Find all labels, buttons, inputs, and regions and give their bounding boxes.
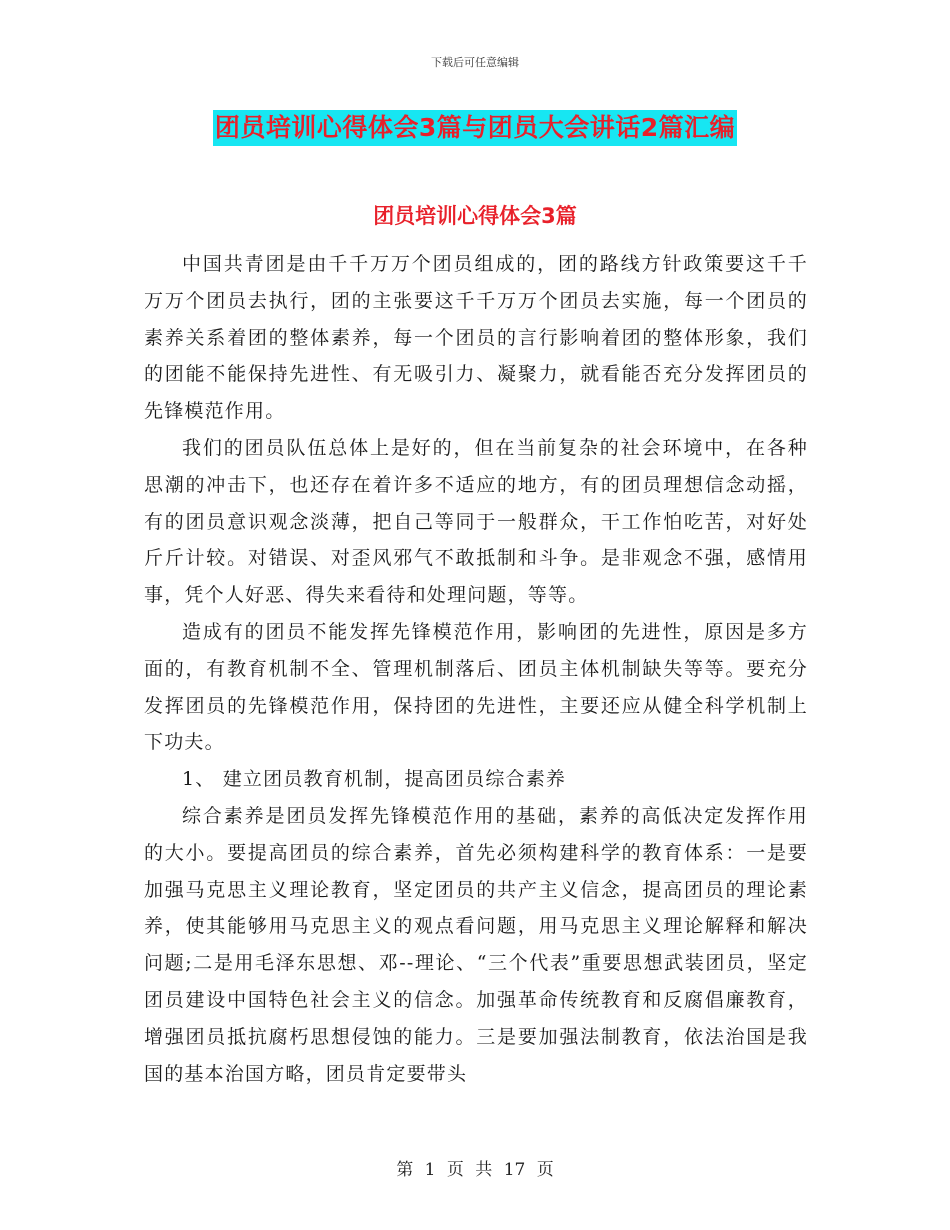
page-header-note: 下载后可任意编辑: [431, 56, 519, 69]
document-body: [144, 246, 808, 1092]
paragraph: 综合素养是团员发挥先锋模范作用的基础，素养的高低决定发挥作用的大小。要提高团员的综合素养，首先必须构建科学的教育体系：一是要加强马克思主义理论教育，坚定团员的共产主义信念，提高团员的理论素养，使其能够用马克思主义的观点看问题，用马克思主义理论解释和解决问题;二是用毛泽东思想、邓--理论、“三个代表”重要思想武装团员，坚定团员建设中国特色社会主义的信念。加强革命传统教育和反腐倡廉教育，增强团员抵抗腐朽思想侵蚀的能力。三是要加强法制教育，依法治国是我国的基本治国方略，团员肯定要带头: [144, 804, 808, 1085]
paragraph: 我们的团员队伍总体上是好的，但在当前复杂的社会环境中，在各种思潮的冲击下，也还存在着许多不适应的地方，有的团员理想信念动摇，有的团员意识观念淡薄，把自己等同于一般群众，干工作怕吃苦，对好处斤斤计较。对错误、对歪风邪气不敢抵制和斗争。是非观念不强，感情用事，凭个人好恶、得失来看待和处理问题，等等。: [144, 436, 808, 607]
paragraph: 中国共青团是由千千万万个团员组成的，团的路线方针政策要这千千万万个团员去执行，团的主张要这千千万万个团员去实施，每一个团员的素养关系着团的整体素养，每一个团员的言行影响着团的整体形象，我们的团能不能保持先进性、有无吸引力、凝聚力，就看能否充分发挥团员的先锋模范作用。: [144, 253, 808, 423]
section-title: 团员培训心得体会3篇: [373, 204, 577, 228]
main-title: 团员培训心得体会3篇与团员大会讲话2篇汇编: [213, 110, 737, 146]
page-number: 第 1 页 共 17 页: [396, 1160, 554, 1180]
main-title-container: [0, 110, 950, 146]
paragraph: 造成有的团员不能发挥先锋模范作用，影响团的先进性，原因是多方面的，有教育机制不全、管理机制落后、团员主体机制缺失等等。要充分发挥团员的先锋模范作用，保持团的先进性，主要还应从健全科学机制上下功夫。: [144, 620, 808, 754]
numbered-heading: 1、 建立团员教育机制，提高团员综合素养: [182, 768, 567, 791]
